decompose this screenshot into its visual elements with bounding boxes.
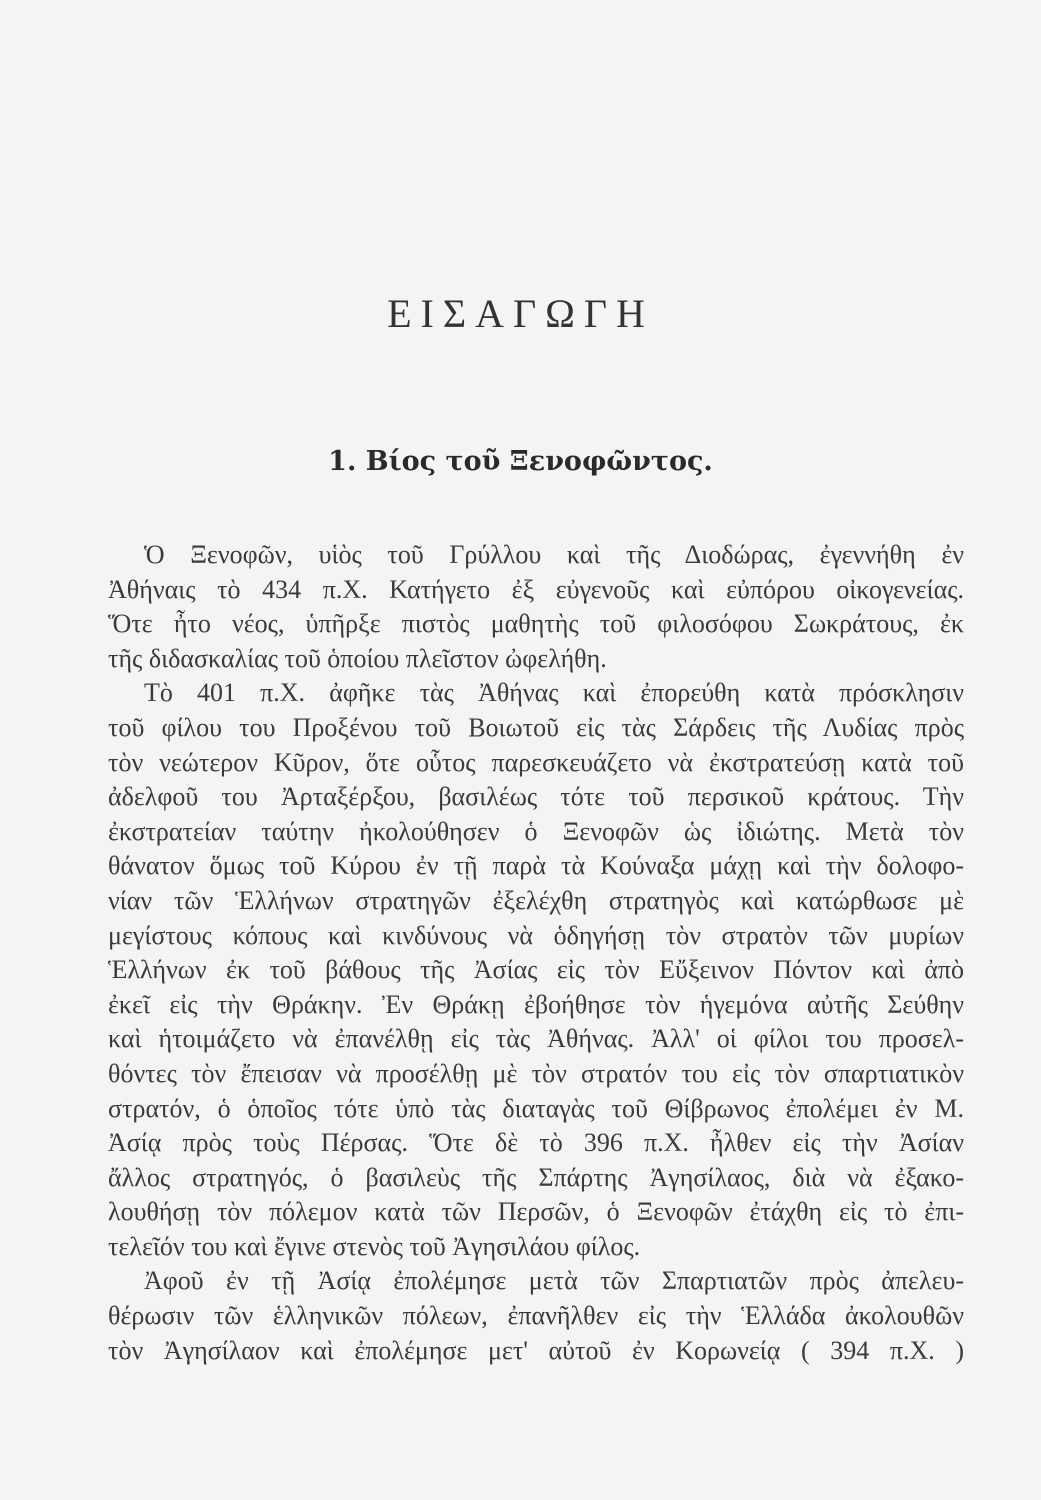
text-line: Ἀθήναις τὸ 434 π.Χ. Κατήγετο ἐξ εὐγενοῦς καὶ εὐπόρου οἰκογενείας. [108, 574, 964, 604]
text-line: Ὅτε ἦτο νέος, ὑπῆρξε πιστὸς μαθητὴς τοῦ φιλοσόφου Σωκράτους, ἐκ [108, 609, 964, 639]
text-line: θάνατον ὅμως τοῦ Κύρου ἐν τῇ παρὰ τὰ Κούναξα μάχῃ καὶ τὴν δολοφο- [108, 851, 964, 881]
text-line: λουθήσῃ τὸν πόλεμον κατὰ τῶν Περσῶν, ὁ Ξενοφῶν ἐτάχθη εἰς τὸ ἐπι- [108, 1197, 964, 1227]
text-line: μεγίστους κόπους καὶ κινδύνους νὰ ὁδηγήσῃ τὸν στρατὸν τῶν μυρίων [108, 920, 964, 950]
text-line: τοῦ φίλου του Προξένου τοῦ Βοιωτοῦ εἰς τὰς Σάρδεις τῆς Λυδίας πρὸς [108, 712, 964, 742]
paragraph-3 [108, 1264, 964, 1368]
section-heading: 1. Βίος τοῦ Ξενοφῶντος. [328, 446, 713, 477]
text-line: Τὸ 401 π.Χ. ἀφῆκε τὰς Ἀθήνας καὶ ἐπορεύθη κατὰ πρόσκλησιν [144, 678, 964, 708]
text-line: τὸν νεώτερον Κῦρον, ὅτε οὗτος παρεσκευάζετο νὰ ἐκστρατεύσῃ κατὰ τοῦ [108, 747, 964, 777]
text-line: Ἑλλήνων ἐκ τοῦ βάθους τῆς Ἀσίας εἰς τὸν Εὔξεινον Πόντον καὶ ἀπὸ [108, 955, 964, 985]
text-line: θόντες τὸν ἔπεισαν νὰ προσέλθῃ μὲ τὸν στρατόν του εἰς τὸν σπαρτιατικὸν [108, 1058, 964, 1088]
text-line: θέρωσιν τῶν ἑλληνικῶν πόλεων, ἐπανῆλθεν εἰς τὴν Ἑλλάδα ἀκολουθῶν [108, 1301, 964, 1331]
paragraph-2 [108, 676, 964, 1264]
text-line: τελεῖόν του καὶ ἔγινε στενὸς τοῦ Ἀγησιλάου φίλος. [108, 1231, 641, 1261]
text-line: Ἀσίᾳ πρὸς τοὺς Πέρσας. Ὅτε δὲ τὸ 396 π.Χ. ἦλθεν εἰς τὴν Ἀσίαν [108, 1128, 964, 1158]
text-line: νίαν τῶν Ἑλλήνων στρατηγῶν ἐξελέχθη στρατηγὸς καὶ κατώρθωσε μὲ [108, 885, 964, 915]
text-line: στρατόν, ὁ ὁποῖος τότε ὑπὸ τὰς διαταγὰς τοῦ Θίβρωνος ἐπολέμει ἐν Μ. [108, 1093, 964, 1123]
text-line: ἐκστρατείαν ταύτην ἠκολούθησεν ὁ Ξενοφῶν ὡς ἰδιώτης. Μετὰ τὸν [108, 816, 964, 846]
text-line: ἐκεῖ εἰς τὴν Θράκην. Ἐν Θράκῃ ἐβοήθησε τὸν ἡγεμόνα αὐτῆς Σεύθην [108, 989, 964, 1019]
text-line: τὸν Ἀγησίλαον καὶ ἐπολέμησε μετ' αὐτοῦ ἐν Κορωνείᾳ ( 394 π.Χ. ) [108, 1335, 964, 1365]
text-line: καὶ ἡτοιμάζετο νὰ ἐπανέλθῃ εἰς τὰς Ἀθήνας. Ἀλλ' οἱ φίλοι του προσελ- [108, 1024, 964, 1054]
text-line: ἀδελφοῦ του Ἀρταξέρξου, βασιλέως τότε τοῦ περσικοῦ κράτους. Τὴν [108, 782, 964, 812]
paragraph-1 [108, 538, 964, 676]
text-line: ἄλλος στρατηγός, ὁ βασιλεὺς τῆς Σπάρτης Ἀγησίλαος, διὰ νὰ ἐξακο- [108, 1162, 964, 1192]
text-line: Ἀφοῦ ἐν τῇ Ἀσίᾳ ἐπολέμησε μετὰ τῶν Σπαρτιατῶν πρὸς ἀπελευ- [144, 1266, 964, 1296]
page-title: ΕΙΣΑΓΩΓΗ [387, 291, 654, 336]
body-text [108, 538, 964, 1368]
text-line: Ὁ Ξενοφῶν, υἱὸς τοῦ Γρύλλου καὶ τῆς Διοδώρας, ἐγεννήθη ἐν [144, 540, 964, 569]
text-line: τῆς διδασκαλίας τοῦ ὁποίου πλεῖστον ὠφελήθη. [108, 643, 607, 673]
